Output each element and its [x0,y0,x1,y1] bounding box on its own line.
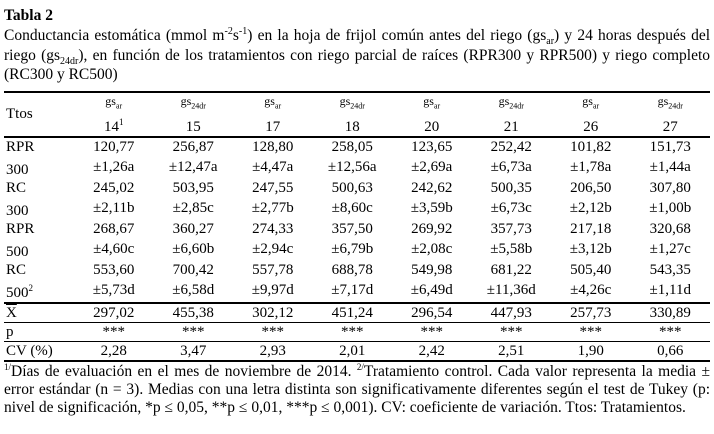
header-gs-0: $gs_{ar}$ [74,92,154,114]
p-row-value: *** [313,322,393,341]
error-cell: ±6,73a [490,159,532,176]
mean-cell: 217,18 [570,220,612,237]
mean-row-value: 257,73 [551,303,631,323]
error-cell: ±2,08c [411,241,453,258]
error-cell: ±5,58b [490,241,533,258]
table-row [4,197,710,220]
mean-cell: 256,87 [172,138,214,155]
cv-row-value: 2,28 [74,341,154,361]
mean-cell: 320,68 [649,220,691,237]
cv-row-value: 3,47 [154,341,234,361]
header-day-0: $14^1$ [74,114,154,137]
p-row-label: p [4,322,74,341]
error-cell: ±2,12b [569,200,612,217]
p-row [4,322,710,341]
error-cell: ±3,12b [569,241,612,258]
header-gs-6: $gs_{ar}$ [551,92,631,114]
header-day-6: 26 [551,114,631,137]
mean-cell: 307,80 [649,179,691,196]
error-cell: ±2,85c [172,200,214,217]
error-cell: ±1,44a [649,159,691,176]
header-day-3: 18 [313,114,393,137]
mean-row-label: $\overline{X}$ [4,303,74,323]
cv-row-label: CV (%) [4,341,74,361]
error-cell: ±8,60c [331,200,373,217]
error-cell: ±6,79b [331,241,374,258]
header-day-5: 21 [472,114,552,137]
table-row [4,220,710,238]
error-cell: ±12,56a [327,159,377,176]
error-cell: ±1,11d [649,282,691,299]
error-cell: ±4,60c [93,241,135,258]
table-row [4,238,710,261]
mean-cell: 274,33 [252,220,294,237]
error-cell: ±4,26c [570,282,612,299]
mean-cell: 206,50 [570,179,612,196]
error-cell: ±6,49d [410,282,453,299]
mean-cell: 252,42 [490,138,532,155]
mean-cell: 242,62 [411,179,453,196]
error-cell: ±1,26a [93,159,135,176]
table-row [4,261,710,279]
header-gs-4: $gs_{ar}$ [392,92,472,114]
mean-cell: 503,95 [172,179,214,196]
mean-cell: 268,67 [93,220,135,237]
treatment-label: RC [6,261,27,278]
mean-cell: 245,02 [93,179,135,196]
table-row [4,137,710,156]
mean-row-value: 297,02 [74,303,154,323]
error-cell: ±7,17d [331,282,374,299]
p-row-value: *** [74,322,154,341]
table-footnote: $^{1/}$Días de evaluación en el mes de noviembre de 2014. $^{2/}$Tratamiento control. Cada valor representa la media ± error estándar (n = 3). Medias con una letra distinta son significativamente diferentes según el test de Tukey (p: nivel de significación, *p ≤ 0,05, **p ≤ 0,01, ***p ≤ 0,001). CV: coeficiente de variación. Ttos: Tratamientos. [4,361,710,416]
header-row-days [4,114,710,137]
treatment-label: RC [6,179,27,196]
mean-cell: 357,50 [331,220,373,237]
treatment-dose: $500^2$ [6,282,33,301]
mean-cell: 688,78 [331,261,373,278]
table-row [4,279,710,303]
header-gs-7: $gs_{24dr}$ [631,92,711,114]
mean-row-value: 447,93 [472,303,552,323]
header-ttos: Ttos [4,92,74,137]
error-cell: ±6,60b [172,241,215,258]
mean-cell: 247,55 [252,179,294,196]
cv-row-value: 2,51 [472,341,552,361]
header-gs-5: $gs_{24dr}$ [472,92,552,114]
table-title: Tabla 2 [4,7,53,24]
mean-cell: 269,92 [411,220,453,237]
header-row-gs [4,92,710,114]
mean-cell: 357,73 [490,220,532,237]
mean-row-value: 302,12 [233,303,313,323]
mean-row [4,303,710,323]
cv-row-value: 0,66 [631,341,711,361]
table-caption: Conductancia estomática (mmol $m^{-2}s^{-1}$) en la hoja de frijol común antes del riego $(gs_{ar})$ y 24 horas después del riego $(gs_{24dr})$, en función de los tratamientos con riego parcial de raíces (RPR300 y RPR500) y riego completo (RC300 y RC500) [4,25,711,83]
p-row-value: *** [551,322,631,341]
error-cell: ±1,78a [570,159,612,176]
error-cell: ±12,47a [168,159,218,176]
treatment-dose: 500 [6,243,29,260]
mean-cell: 128,80 [252,138,294,155]
error-cell: ±1,27c [649,241,691,258]
error-cell: ±6,58d [172,282,215,299]
mean-cell: 151,73 [649,138,691,155]
cv-row-value: 1,90 [551,341,631,361]
header-day-1: 15 [154,114,234,137]
p-row-value: *** [472,322,552,341]
p-row-value: *** [392,322,472,341]
mean-cell: 505,40 [570,261,612,278]
header-gs-3: $gs_{24dr}$ [313,92,393,114]
p-row-value: *** [233,322,313,341]
header-day-7: 27 [631,114,711,137]
error-cell: ±4,47a [252,159,294,176]
error-cell: ±11,36d [486,282,536,299]
cv-row-value: 2,42 [392,341,472,361]
treatment-dose: 300 [6,161,29,178]
error-cell: ±2,94c [252,241,294,258]
error-cell: ±1,00b [649,200,692,217]
mean-cell: 101,82 [570,138,612,155]
error-cell: ±9,97d [251,282,294,299]
mean-cell: 681,22 [490,261,532,278]
error-cell: ±2,11b [93,200,135,217]
mean-row-value: 330,89 [631,303,711,323]
treatment-dose: 300 [6,202,29,219]
header-gs-1: $gs_{24dr}$ [154,92,234,114]
mean-cell: 543,35 [649,261,691,278]
table-row [4,156,710,179]
mean-cell: 500,35 [490,179,532,196]
mean-cell: 360,27 [172,220,214,237]
treatment-label: RPR [6,138,35,155]
mean-cell: 258,05 [331,138,373,155]
cv-row-value: 2,93 [233,341,313,361]
header-gs-2: $gs_{ar}$ [233,92,313,114]
mean-cell: 553,60 [93,261,135,278]
error-cell: ±2,77b [251,200,294,217]
error-cell: ±5,73d [92,282,135,299]
header-day-4: 20 [392,114,472,137]
mean-cell: 120,77 [93,138,135,155]
p-row-value: *** [631,322,711,341]
mean-row-value: 296,54 [392,303,472,323]
header-day-2: 17 [233,114,313,137]
mean-cell: 557,78 [252,261,294,278]
mean-row-value: 451,24 [313,303,393,323]
mean-cell: 123,65 [411,138,453,155]
mean-cell: 549,98 [411,261,453,278]
error-cell: ±3,59b [410,200,453,217]
mean-row-value: 455,38 [154,303,234,323]
mean-cell: 500,63 [331,179,373,196]
table-row [4,179,710,197]
error-cell: ±2,69a [411,159,453,176]
error-cell: ±6,73c [490,200,532,217]
p-row-value: *** [154,322,234,341]
cv-row [4,341,710,361]
data-table [4,91,710,362]
cv-row-value: 2,01 [313,341,393,361]
mean-cell: 700,42 [172,261,214,278]
treatment-label: RPR [6,220,35,237]
